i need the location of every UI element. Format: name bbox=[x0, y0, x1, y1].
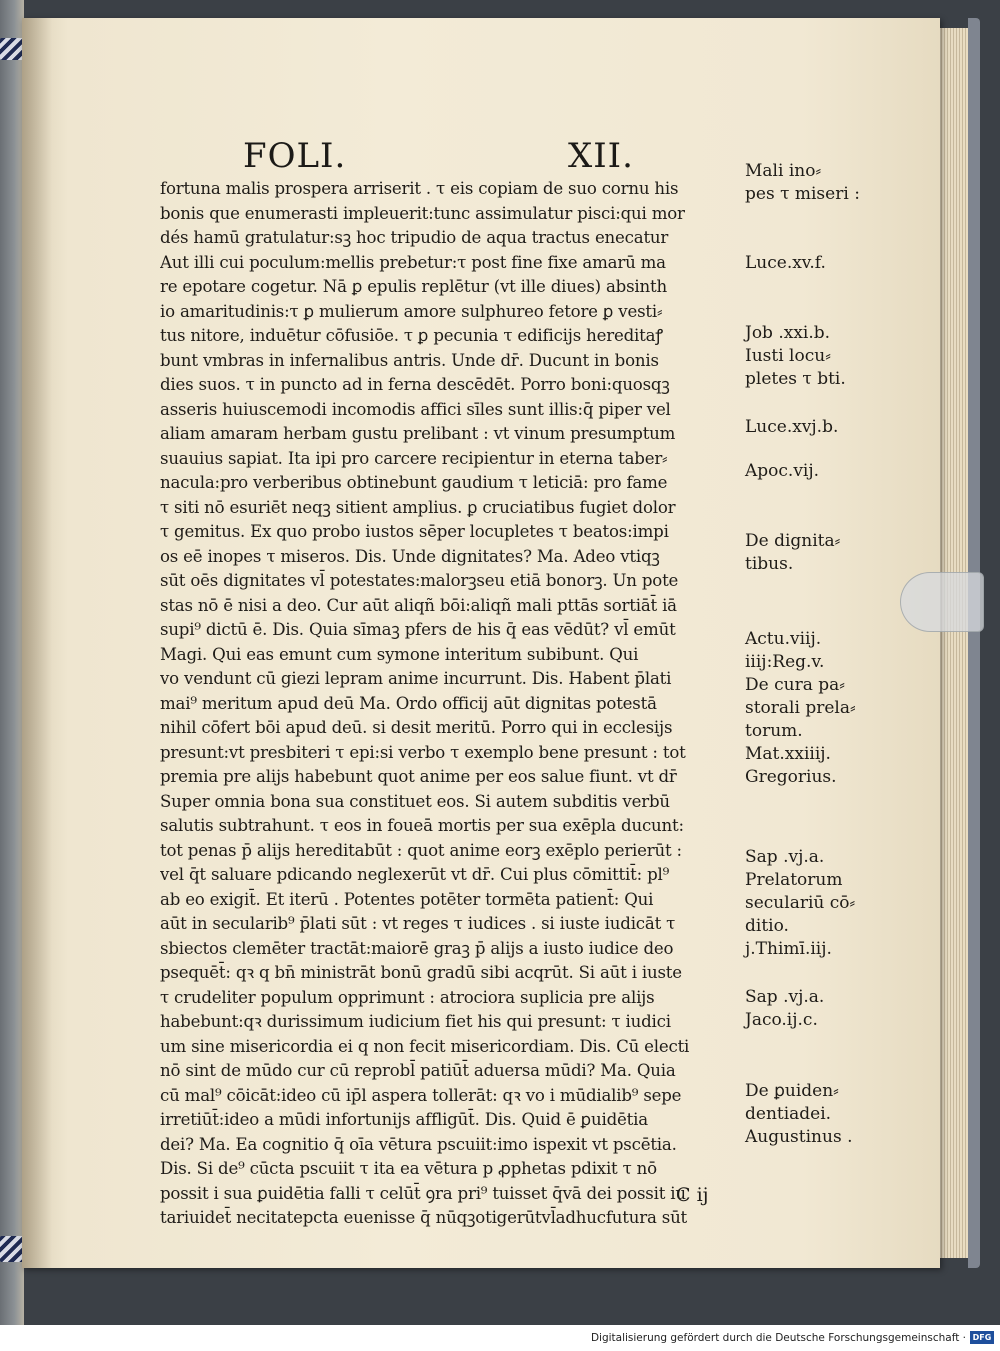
margin-note bbox=[745, 416, 875, 439]
text-line: dies suos. τ in puncto ad in ferna descēdēt. Porro boni:quosqꝫ bbox=[160, 375, 670, 394]
margin-note-line: Job .xxi.b. bbox=[745, 323, 831, 343]
text-line: asseris huiuscemodi incomodis affici sīles sunt illis:q̄ piper vel bbox=[160, 399, 671, 419]
margin-note-line: pletes τ bti. bbox=[745, 369, 846, 389]
margin-note-line: j.Thimī.iij. bbox=[745, 939, 832, 959]
margin-note bbox=[745, 322, 875, 391]
margin-note-line: Augustinus . bbox=[745, 1127, 853, 1147]
text-line: tus nitore, induētur cōfusiōe. τ ꝑ pecunia τ edificijs hereditaꝭ bbox=[160, 326, 663, 345]
margin-note-line: Apoc.vij. bbox=[745, 461, 820, 481]
margin-note-line: Actu.viij. bbox=[745, 629, 822, 649]
book-cover-edge bbox=[968, 18, 980, 1268]
margin-note-line: torum. bbox=[745, 721, 803, 741]
text-line: τ gemitus. Ex quo probo iustos sēper locupletes τ beatos:impi bbox=[160, 522, 669, 541]
text-line: dés hamū gratulatur:sꝫ hoc tripudio de aqua tractus enecatur bbox=[160, 228, 669, 247]
margin-note-line: Gregorius. bbox=[745, 767, 837, 787]
margin-note-line: storali prela⸗ bbox=[745, 698, 856, 718]
margin-note-line: Iusti locu⸗ bbox=[745, 346, 831, 366]
text-line: bunt vmbras in infernalibus antris. Unde dr̄. Ducunt in bonis bbox=[160, 350, 659, 370]
text-line: fortuna malis prospera arriserit . τ eis copiam de suo cornu his bbox=[160, 179, 679, 198]
margin-note bbox=[745, 846, 875, 961]
margin-note-line: tibus. bbox=[745, 554, 794, 574]
text-line: habebunt:qꝛ durissimum iudicium fiet his qui presunt: τ iudici bbox=[160, 1012, 671, 1031]
margin-note-line: Mat.xxiiij. bbox=[745, 744, 831, 764]
text-line: salutis subtrahunt. τ eos in foueā mortis per sua exēpla ducunt: bbox=[160, 816, 684, 835]
text-line: τ siti nō esuriēt neqꝫ sitient amplius. ꝑ cruciatibus fugiet dolor bbox=[160, 497, 676, 517]
margin-note-line: Sap .vj.a. bbox=[745, 987, 825, 1007]
text-line: suauius sapiat. Ita ipi pro carcere recipientur in eterna taber⸗ bbox=[160, 448, 668, 468]
margin-note-line: ditio. bbox=[745, 916, 789, 936]
text-line: irretiūt̄:ideo a mūdi infortunijs affligūt̄. Dis. Quid ē ꝑuidētia bbox=[160, 1110, 648, 1129]
text-line: nō sint de mūdo cur cū reprobl̄ patiūt̄ aduersa mūdi? Ma. Quia bbox=[160, 1061, 676, 1080]
text-line: psequēt̄: qꝛ q bn̄ ministrāt bonū gradū sibi acqrūt. Si aūt i iuste bbox=[160, 963, 682, 982]
margin-note-line: iiij:Reg.v. bbox=[745, 652, 825, 672]
gutter-shadow bbox=[22, 18, 52, 1268]
text-line: aūt in secularib⁹ p̄lati sūt : vt reges τ iudices . si iuste iudicāt τ bbox=[160, 914, 676, 933]
margin-note-line: Prelatorum bbox=[745, 870, 843, 890]
dfg-logo: DFG bbox=[970, 1331, 994, 1344]
margin-note bbox=[745, 252, 875, 275]
margin-note bbox=[745, 160, 875, 206]
text-line: supi⁹ dictū ē. Dis. Quia sīmaꝫ pfers de his q̄ eas vēdūt? vl̄ emūt bbox=[160, 620, 676, 639]
text-line: os eē inopes τ miseros. Dis. Unde dignitates? Ma. Adeo vtiqꝫ bbox=[160, 546, 660, 566]
text-line: Super omnia bona sua constituet eos. Si autem subditis verbū bbox=[160, 791, 670, 811]
text-line: vel q̄t saluare pdicando neglexerūt vt dr̄. Cui plus cōmittit̄: pl⁹ bbox=[160, 865, 670, 884]
margin-note-line: Luce.xvj.b. bbox=[745, 417, 839, 437]
margin-note bbox=[745, 1080, 875, 1149]
margin-note bbox=[745, 530, 875, 576]
text-line: mai⁹ meritum apud deū Ma. Ordo officij aūt dignitas potestā bbox=[160, 693, 657, 713]
margin-note-line: Mali ino⸗ bbox=[745, 161, 822, 181]
book-spine bbox=[0, 0, 24, 1325]
text-line: stas nō ē nisi a deo. Cur aūt aliqñ bōi:aliqñ mali pttās sortiāt̄ iā bbox=[160, 595, 677, 615]
margin-note bbox=[745, 460, 875, 483]
text-line: bonis que enumerasti impleuerit:tunc assimulatur pisci:qui mor bbox=[160, 203, 685, 223]
text-line: Aut illi cui poculum:mellis prebetur:τ post fine fixe amarū ma bbox=[160, 252, 666, 272]
text-line: io amaritudinis:τ ꝑ mulierum amore sulphureo fetore ꝑ vesti⸗ bbox=[160, 301, 663, 321]
margin-note-line: Luce.xv.f. bbox=[745, 253, 826, 273]
text-line: ab eo exigit̄. Et iterū . Potentes potēter tormēta patient̄: Qui bbox=[160, 889, 654, 909]
margin-note-line: De ꝑuiden⸗ bbox=[745, 1081, 839, 1101]
folio-number: XII. bbox=[568, 136, 634, 176]
text-line: vo vendunt cū giezi lepram anime incurrunt. Dis. Habent p̄lati bbox=[160, 669, 672, 688]
text-line: re epotare cogetur. Nā ꝑ epulis replētur (vt ille diues) absinth bbox=[160, 277, 667, 296]
text-line: sbiectos clemēter tractāt:maiorē graꝫ p̄ alijs a iusto iudice deo bbox=[160, 938, 674, 958]
margin-note-line: Sap .vj.a. bbox=[745, 847, 825, 867]
text-line: possit i sua ꝑuidētia falli τ celūt̄ ꝯra pri⁹ tuisset q̄vā dei possit iu bbox=[160, 1183, 686, 1203]
text-line: sūt oēs dignitates vl̄ potestates:malorꝫseu etiā bonorꝫ. Un pote bbox=[160, 571, 679, 590]
margin-note-line: De dignita⸗ bbox=[745, 531, 841, 551]
running-header-foli: FOLI. bbox=[243, 136, 347, 176]
footer-bar bbox=[0, 1325, 1000, 1351]
margin-note-line: seculariū cō⸗ bbox=[745, 893, 856, 913]
text-line: dei? Ma. Ea cognitio q̄ oīa vētura pscuiit:imo ispexit vt pscētia. bbox=[160, 1134, 677, 1154]
margin-note bbox=[745, 986, 875, 1032]
text-line: tariuidet̄ necitatepcta euenisse q̄ nūqꝫotigerūtvl̄adhucfutura sūt bbox=[160, 1208, 688, 1227]
margin-note-line: dentiadei. bbox=[745, 1104, 832, 1124]
margin-note-line: De cura pa⸗ bbox=[745, 675, 845, 695]
text-line: Dis. Si de⁹ cūcta pscuiit τ ita ea vētura p ꝓphetas pdixit τ nō bbox=[160, 1159, 657, 1178]
text-line: um sine misericordia ei q non fecit misericordiam. Dis. Cū electi bbox=[160, 1036, 690, 1056]
text-line: tot penas p̄ alijs hereditabūt : quot anime eorꝫ exēplo perierūt : bbox=[160, 840, 682, 860]
margin-note-line: pes τ miseri : bbox=[745, 184, 860, 204]
signature-mark: C ij bbox=[676, 1184, 709, 1206]
text-line: cū mal⁹ cōicāt:ideo cū ip̄l aspera tollerāt: qꝛ vo i mūdialib⁹ sepe bbox=[160, 1085, 682, 1105]
funding-credit: Digitalisierung gefördert durch die Deutsche Forschungsgemeinschaft · bbox=[590, 1332, 966, 1344]
text-line: nihil cōfert bōi apud deū. si desit meritū. Porro qui in ecclesijs bbox=[160, 718, 673, 737]
margin-note-line: Jaco.ij.c. bbox=[745, 1010, 818, 1030]
text-line: τ crudeliter populum opprimunt : atrociora suplicia pre alijs bbox=[160, 987, 655, 1007]
text-line: aliam amaram herbam gustu prelibant : vt vinum presumptum bbox=[160, 424, 676, 443]
main-text-block bbox=[160, 177, 745, 1231]
text-line: nacula:pro verberibus obtinebunt gaudium τ leticiā: pro fame bbox=[160, 473, 668, 492]
text-line: Magi. Qui eas emunt cum symone interitum subibunt. Qui bbox=[160, 644, 639, 664]
text-line: premia pre alijs habebunt quot anime per eos salue fiunt. vt dr̄ bbox=[160, 767, 677, 786]
text-line: presunt:vt presbiteri τ epi:si verbo τ exemplo bene presunt : tot bbox=[160, 742, 686, 762]
page-marker-clip bbox=[900, 572, 984, 632]
margin-note bbox=[745, 628, 875, 789]
